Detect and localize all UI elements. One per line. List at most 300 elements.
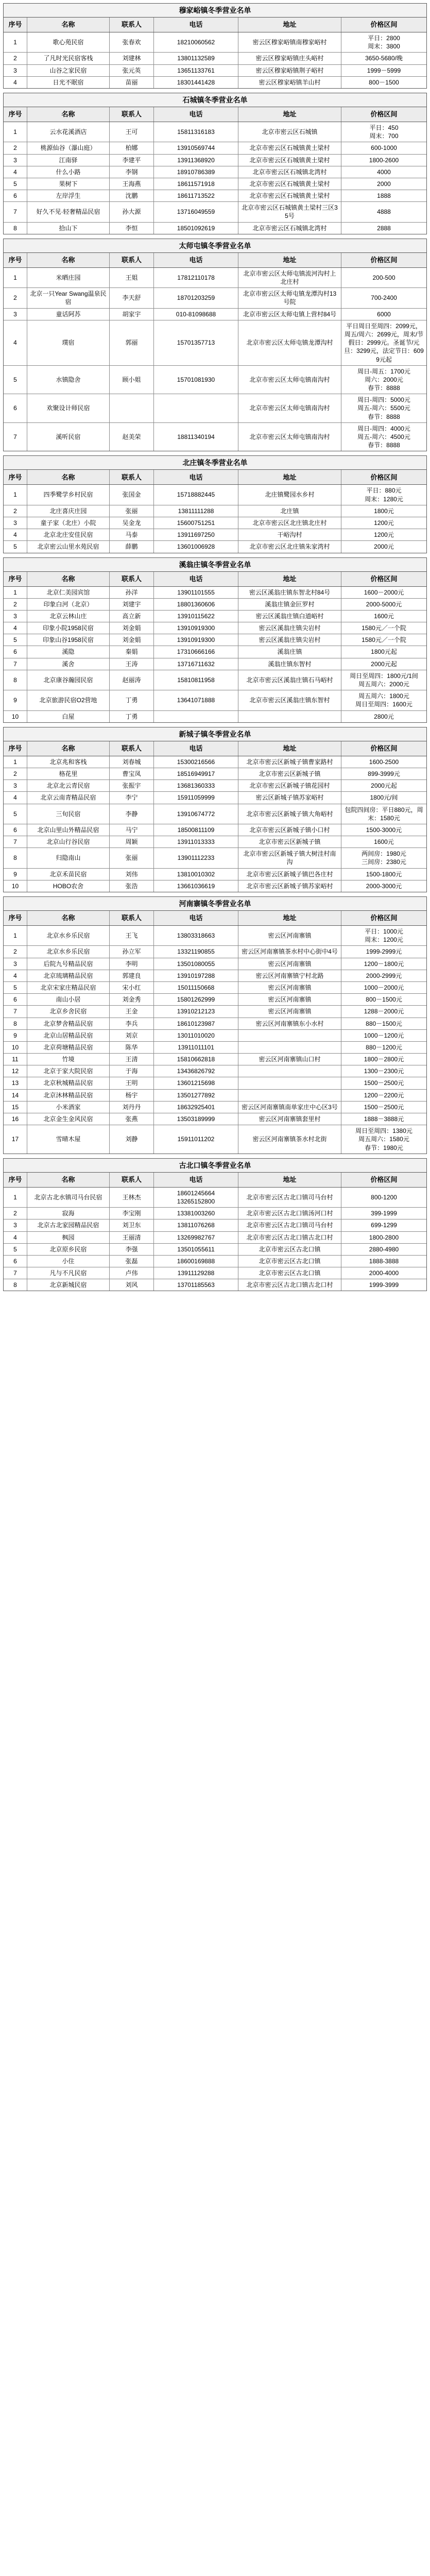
cell-name: 北京密云山里水苑民宿 (27, 541, 110, 552)
table-section (3, 557, 427, 723)
cell-person: 张燕 (110, 1113, 154, 1125)
cell-addr (238, 1077, 341, 1089)
cell-no: 6 (4, 824, 27, 836)
cell-no: 2 (4, 505, 27, 517)
table-row (4, 836, 426, 848)
section-title: 太师屯镇冬季营业名单 (4, 239, 426, 253)
cell-no: 15 (4, 1101, 27, 1113)
table-section (3, 93, 427, 234)
cell-addr: 北京市密云区石城镇黄土梁村 (238, 190, 341, 201)
cell-phone: 15718882445 (154, 485, 238, 504)
cell-no: 1 (4, 32, 27, 52)
cell-price: 2000元 (374, 543, 394, 551)
cell-person: 刘卫东 (110, 1219, 154, 1231)
cell-phone: 13911011101 (154, 1042, 238, 1053)
cell-person: 杨宇 (110, 1090, 154, 1101)
cell-no: 11 (4, 1054, 27, 1065)
cell-price: 2000-3000元 (366, 882, 402, 890)
table-row (4, 869, 426, 880)
cell-addr: 北京市密云区新城子镇大树洼村南沟 (238, 848, 341, 868)
table-section (3, 455, 427, 553)
cell-price: 1800元/间 (370, 794, 398, 802)
header-person: 联系人 (110, 253, 154, 267)
cell-phone: 18210060562 (154, 32, 238, 52)
cell-person: 王可 (110, 122, 154, 142)
header-name: 名称 (27, 107, 110, 122)
cell-no: 2 (4, 142, 27, 154)
header-name: 名称 (27, 18, 110, 32)
cell-price: 1800元起 (371, 648, 397, 656)
cell-addr: 密云区穆家峪镇南穆家峪村 (238, 32, 341, 52)
cell-phone: 15810811958 (154, 670, 238, 690)
cell-price: 1200－1800元 (364, 960, 404, 968)
cell-name: 拾山下 (27, 223, 110, 234)
cell-addr: 北京市密云区新城子镇花园村 (238, 780, 341, 791)
cell-name: 凡与不凡民宿 (27, 1267, 110, 1279)
cell-person: 王飞 (110, 926, 154, 945)
cell-name: 北京水乡乐民宿 (27, 946, 110, 957)
cell-addr: 密云区溪翁庄镇白道峪村 (238, 611, 341, 622)
cell-no: 2 (4, 599, 27, 610)
cell-phone: 15300216566 (154, 756, 238, 768)
header-price: 价格区间 (370, 473, 398, 481)
cell-no: 6 (4, 394, 27, 422)
cell-price: 平日周日至周四：2099元，周五/周六：2699元，周末/节假日：2999元。圣诞节/元旦：3299元，法定节日：6099元起 (344, 322, 424, 363)
cell-no: 3 (4, 517, 27, 529)
cell-name: 北京新城民宿 (27, 1279, 110, 1291)
cell-name: 米晒庄园 (27, 268, 110, 287)
cell-name: 北京乡舍民宿 (27, 1006, 110, 1017)
cell-name: 枫园 (27, 1232, 110, 1243)
cell-addr (238, 711, 341, 722)
cell-name: 寂海 (27, 1208, 110, 1219)
table-row (4, 1042, 426, 1054)
cell-person: 张丽 (110, 505, 154, 517)
cell-no: 3 (4, 65, 27, 76)
table-section (3, 896, 427, 1154)
header-phone: 电话 (154, 18, 238, 32)
table-row (4, 366, 426, 395)
cell-name: 云水花溪酒店 (27, 122, 110, 142)
cell-name: 北京金生金风民宿 (27, 1113, 110, 1125)
cell-phone: 13716711632 (154, 658, 238, 670)
cell-phone: 13910212123 (154, 1006, 238, 1017)
cell-name: 南山小居 (27, 994, 110, 1005)
header-name: 名称 (27, 1173, 110, 1187)
header-person: 联系人 (110, 470, 154, 484)
cell-price: 1800－2800元 (364, 1056, 404, 1063)
cell-phone: 13910197288 (154, 970, 238, 981)
cell-addr: 北京市密云区石城镇黄土梁村 (238, 178, 341, 190)
cell-phone: 13911697250 (154, 529, 238, 540)
cell-person: 李静 (110, 804, 154, 824)
cell-price: 600-1000 (371, 144, 397, 152)
cell-price: 周五周六：1800元 周日至周四：1600元 (355, 692, 412, 708)
cell-price: 1200－2200元 (364, 1091, 404, 1099)
header-price: 价格区间 (370, 1175, 398, 1183)
table-row (4, 804, 426, 824)
table-row (4, 1244, 426, 1256)
cell-no: 1 (4, 587, 27, 598)
cell-phone: 13601006928 (154, 541, 238, 552)
cell-name: 归隐南山 (27, 848, 110, 868)
header-no: 序号 (4, 470, 27, 484)
cell-no: 2 (4, 768, 27, 779)
cell-phone: 13501277892 (154, 1090, 238, 1101)
table-row (4, 970, 426, 982)
cell-price: 899-3999元 (368, 770, 400, 777)
table-row (4, 529, 426, 541)
cell-addr: 北京市密云区古北口镇 (238, 1256, 341, 1267)
cell-no: 4 (4, 1232, 27, 1243)
header-addr: 地址 (238, 741, 341, 756)
cell-price: 1200元 (374, 519, 394, 527)
cell-person: 李钢 (110, 166, 154, 178)
table-row (4, 1125, 426, 1154)
cell-person: 刘京 (110, 1030, 154, 1041)
cell-name: 欢聚设计师民宿 (27, 394, 110, 422)
cell-no: 1 (4, 122, 27, 142)
header-no: 序号 (4, 911, 27, 925)
table-row (4, 505, 426, 517)
table-row (4, 611, 426, 622)
cell-addr: 密云区新城子镇苏家峪村 (238, 792, 341, 803)
cell-phone: 010-81098688 (154, 309, 238, 320)
cell-person: 孙立军 (110, 946, 154, 957)
cell-addr: 北京市密云区新城子镇大角峪村 (238, 804, 341, 824)
cell-person: 刘建宇 (110, 599, 154, 610)
cell-name: 小住 (27, 1256, 110, 1267)
cell-name: 北京水乡乐民宿 (27, 926, 110, 945)
cell-no: 2 (4, 1208, 27, 1219)
cell-person: 柏娜 (110, 142, 154, 154)
cell-person: 吴金龙 (110, 517, 154, 529)
table-section (3, 1158, 427, 1292)
cell-price: 周日-周四：4000元 周五-周六：4500元 春节：8888 (357, 425, 410, 449)
cell-price: 平日：880元 周末：1280元 (365, 487, 403, 503)
cell-addr: 溪翁庄镇 (238, 646, 341, 657)
header-addr: 地址 (238, 911, 341, 925)
table-row (4, 517, 426, 529)
cell-name: 左岸浮生 (27, 190, 110, 201)
cell-name: 北京山里山外精品民宿 (27, 824, 110, 836)
cell-price: 800－1500 (369, 78, 399, 86)
cell-name: 北京康谷瀚园民宿 (27, 670, 110, 690)
header-person: 联系人 (110, 911, 154, 925)
cell-price: 1200元 (374, 531, 394, 539)
cell-person: 李天舒 (110, 288, 154, 308)
header-no: 序号 (4, 741, 27, 756)
cell-name: 四季鹭学乡村民宿 (27, 485, 110, 504)
cell-no: 8 (4, 670, 27, 690)
header-name: 名称 (27, 741, 110, 756)
cell-no: 1 (4, 1188, 27, 1207)
cell-name: 北京于家大院民宿 (27, 1065, 110, 1077)
cell-no: 7 (4, 1267, 27, 1279)
cell-name: 印象山谷1958民宿 (27, 634, 110, 646)
cell-no: 1 (4, 926, 27, 945)
cell-name: 溪隐 (27, 646, 110, 657)
cell-person: 王金 (110, 1006, 154, 1017)
table-row (4, 1256, 426, 1267)
cell-name: 后院九号精品民宿 (27, 958, 110, 970)
cell-name: 白屋 (27, 711, 110, 722)
cell-addr: 北京市密云区古北口镇汤河口村 (238, 1208, 341, 1219)
cell-phone: 13811076268 (154, 1219, 238, 1231)
cell-no: 3 (4, 1219, 27, 1231)
cell-addr: 密云区河南寨镇 (238, 958, 341, 970)
cell-phone: 15810662818 (154, 1054, 238, 1065)
table-row (4, 166, 426, 178)
cell-addr: 北京市密云区古北口镇 (238, 1267, 341, 1279)
cell-phone: 13651133761 (154, 65, 238, 76)
cell-addr: 北京市密云区太师屯镇流河沟村上北庄村 (238, 268, 341, 287)
cell-person: 张浩 (110, 880, 154, 892)
cell-phone: 18610123987 (154, 1018, 238, 1029)
table-row (4, 32, 426, 53)
cell-name: 溪舍 (27, 658, 110, 670)
section-title: 河南寨镇冬季营业名单 (4, 897, 426, 911)
cell-addr: 密云区溪翁庄镇尖岩村 (238, 622, 341, 634)
table-row (4, 1054, 426, 1065)
cell-phone: 15801262999 (154, 994, 238, 1005)
cell-phone: 18516949917 (154, 768, 238, 779)
cell-price: 4000 (377, 168, 391, 176)
cell-name: 印象小院1958民宿 (27, 622, 110, 634)
table-row (4, 423, 426, 451)
cell-person: 曹宝凤 (110, 768, 154, 779)
cell-addr: 北京市密云区新城子镇苏家峪村 (238, 880, 341, 892)
table-row (4, 1279, 426, 1291)
cell-no: 3 (4, 309, 27, 320)
cell-price: 1500-1800元 (366, 870, 402, 878)
cell-no: 4 (4, 622, 27, 634)
header-phone: 电话 (154, 911, 238, 925)
cell-name: 北京北庄安佳民宿 (27, 529, 110, 540)
table-row (4, 711, 426, 722)
cell-person: 于海 (110, 1065, 154, 1077)
table-row (4, 622, 426, 634)
cell-price: 1000－1200元 (364, 1031, 404, 1039)
cell-price: 2000-2999元 (366, 972, 402, 979)
cell-phone: 18701203259 (154, 288, 238, 308)
cell-addr: 密云区河南寨镇 (238, 982, 341, 993)
cell-no: 14 (4, 1090, 27, 1101)
table-row (4, 223, 426, 234)
cell-no: 7 (4, 658, 27, 670)
cell-person: 顾小姐 (110, 366, 154, 394)
cell-no: 2 (4, 288, 27, 308)
cell-price: 4888 (377, 208, 391, 216)
cell-no: 5 (4, 804, 27, 824)
table-row (4, 320, 426, 366)
cell-no: 9 (4, 869, 27, 880)
cell-name: 江南驿 (27, 155, 110, 166)
cell-name: 桃源仙谷（瀑山庭） (27, 142, 110, 154)
cell-phone: 13910569744 (154, 142, 238, 154)
cell-name: 印象白河（北京） (27, 599, 110, 610)
table-row (4, 994, 426, 1006)
section-title: 溪翁庄镇冬季营业名单 (4, 558, 426, 572)
cell-price: 1500－2500元 (364, 1079, 404, 1087)
cell-price: 周日至周四：1800元/1间 周五周六：2000元 (350, 672, 418, 688)
header-price: 价格区间 (370, 256, 398, 264)
cell-person: 周颖 (110, 836, 154, 848)
cell-price: 1600-2500 (369, 758, 399, 766)
cell-addr: 北京市密云区太师屯镇南沟村 (238, 423, 341, 451)
table-row (4, 1018, 426, 1030)
cell-phone (154, 711, 238, 722)
header-person: 联系人 (110, 1173, 154, 1187)
cell-no: 5 (4, 178, 27, 190)
cell-phone: 18611571918 (154, 178, 238, 190)
table-section (3, 239, 427, 452)
cell-no: 7 (4, 836, 27, 848)
cell-price: 周日-周四：5000元 周五-周六：5500元 春节：8888 (357, 396, 410, 420)
cell-phone: 17310666166 (154, 646, 238, 657)
cell-price: 平日：2800 周末：3800 (368, 35, 400, 50)
cell-price: 2000元起 (371, 660, 397, 668)
table-row (4, 1113, 426, 1125)
table-section (3, 727, 427, 892)
cell-price: 2000元起 (371, 782, 397, 790)
cell-name: HOBO农舍 (27, 880, 110, 892)
cell-phone: 15811316183 (154, 122, 238, 142)
cell-price: 880－1200元 (366, 1043, 402, 1051)
header-phone: 电话 (154, 741, 238, 756)
cell-addr: 密云区河南寨镇 (238, 926, 341, 945)
table-row (4, 122, 426, 142)
cell-name: 歌心苑民宿 (27, 32, 110, 52)
header-name: 名称 (27, 253, 110, 267)
header-phone: 电话 (154, 107, 238, 122)
cell-phone: 18500811109 (154, 824, 238, 836)
cell-name: 水镇隐舍 (27, 366, 110, 394)
header-row (4, 741, 426, 756)
cell-addr: 北京市密云区太师屯镇龙潭沟村13号院 (238, 288, 341, 308)
table-row (4, 982, 426, 994)
cell-price: 700-2400 (371, 294, 397, 302)
header-row (4, 18, 426, 32)
cell-phone: 13911368920 (154, 155, 238, 166)
cell-person: 刘丹丹 (110, 1101, 154, 1113)
cell-price: 周日-周五：1700元 周六：2000元 春节：8888 (357, 367, 410, 392)
cell-phone: 13910115622 (154, 611, 238, 622)
cell-phone: 13910919300 (154, 634, 238, 646)
cell-name: 北京梦舍精品民宿 (27, 1018, 110, 1029)
table-row (4, 142, 426, 154)
cell-addr: 密云区河南寨镇东小水村 (238, 1018, 341, 1029)
table-row (4, 658, 426, 670)
cell-no: 8 (4, 848, 27, 868)
header-price: 价格区间 (370, 744, 398, 752)
cell-addr: 密云区河南寨镇山口村 (238, 1054, 341, 1065)
cell-no: 7 (4, 423, 27, 451)
cell-addr: 北京市密云区溪翁庄镇东智村 (238, 690, 341, 710)
cell-no: 12 (4, 1065, 27, 1077)
cell-person: 王清 (110, 1054, 154, 1065)
cell-no: 2 (4, 946, 27, 957)
cell-price: 2000 (377, 180, 391, 188)
cell-name: 竹境 (27, 1054, 110, 1065)
header-addr: 地址 (238, 572, 341, 586)
table-row (4, 202, 426, 222)
cell-addr: 北京市密云区石城镇黄土梁村三区35号 (238, 202, 341, 222)
cell-phone: 15701081930 (154, 366, 238, 394)
cell-person: 刘金娟 (110, 634, 154, 646)
cell-name: 北京北云青民宿 (27, 780, 110, 791)
cell-no: 4 (4, 77, 27, 88)
cell-price: 2000-5000元 (366, 600, 402, 608)
cell-person: 张振宇 (110, 780, 154, 791)
cell-person: 高立新 (110, 611, 154, 622)
table-row (4, 190, 426, 202)
header-person: 联系人 (110, 107, 154, 122)
cell-phone: 13601215698 (154, 1077, 238, 1089)
cell-name: 山谷之家民宿 (27, 65, 110, 76)
header-row (4, 107, 426, 122)
cell-person: 李宝刚 (110, 1208, 154, 1219)
cell-person: 张春欢 (110, 32, 154, 52)
cell-name: 北京禾苗民宿 (27, 869, 110, 880)
cell-person: 孙洋 (110, 587, 154, 598)
section-title: 北庄镇冬季营业名单 (4, 456, 426, 470)
cell-name: 日光不眠宿 (27, 77, 110, 88)
cell-addr (238, 1042, 341, 1053)
cell-price: 平日：450 周末：700 (369, 124, 399, 140)
cell-name: 璞宿 (27, 320, 110, 365)
cell-no: 4 (4, 166, 27, 178)
cell-no: 3 (4, 611, 27, 622)
cell-no: 10 (4, 880, 27, 892)
cell-price: 2000-4000 (369, 1269, 399, 1277)
cell-name: 北京古北家园精品民宿 (27, 1219, 110, 1231)
header-row (4, 572, 426, 587)
table-row (4, 155, 426, 166)
cell-no: 4 (4, 970, 27, 981)
cell-addr: 北京市密云区太师屯镇南沟村 (238, 394, 341, 422)
header-addr: 地址 (238, 18, 341, 32)
cell-name: 北京一只Year Swang温泉民宿 (27, 288, 110, 308)
header-person: 联系人 (110, 18, 154, 32)
cell-price: 2880-4980 (369, 1245, 399, 1253)
cell-price: 1999－5999 (367, 66, 401, 74)
cell-no: 3 (4, 958, 27, 970)
cell-name: 北京旅游民宿O2营地 (27, 690, 110, 710)
cell-person: 胡家宇 (110, 309, 154, 320)
cell-phone: 13269982767 (154, 1232, 238, 1243)
cell-person: 赵美荣 (110, 423, 154, 451)
cell-addr (238, 1030, 341, 1041)
table-row (4, 768, 426, 780)
cell-addr: 北京市密云区太师屯镇南沟村 (238, 366, 341, 394)
cell-price: 1600－2000元 (364, 588, 404, 596)
cell-price: 1500-3000元 (366, 826, 402, 834)
cell-phone: 13801132589 (154, 53, 238, 64)
cell-price: 1888－3888元 (364, 1115, 404, 1123)
cell-addr: 密云区溪翁庄镇尖岩村 (238, 634, 341, 646)
table-row (4, 1101, 426, 1113)
header-addr: 地址 (238, 1173, 341, 1187)
cell-no: 13 (4, 1077, 27, 1089)
cell-no: 6 (4, 994, 27, 1005)
cell-person: 张国金 (110, 485, 154, 504)
cell-person: 王海燕 (110, 178, 154, 190)
cell-price: 平日：1000元 周末：1200元 (365, 928, 403, 944)
header-name: 名称 (27, 470, 110, 484)
cell-addr: 北京市密云区太师屯镇上营村84号 (238, 309, 341, 320)
cell-person (110, 394, 154, 422)
